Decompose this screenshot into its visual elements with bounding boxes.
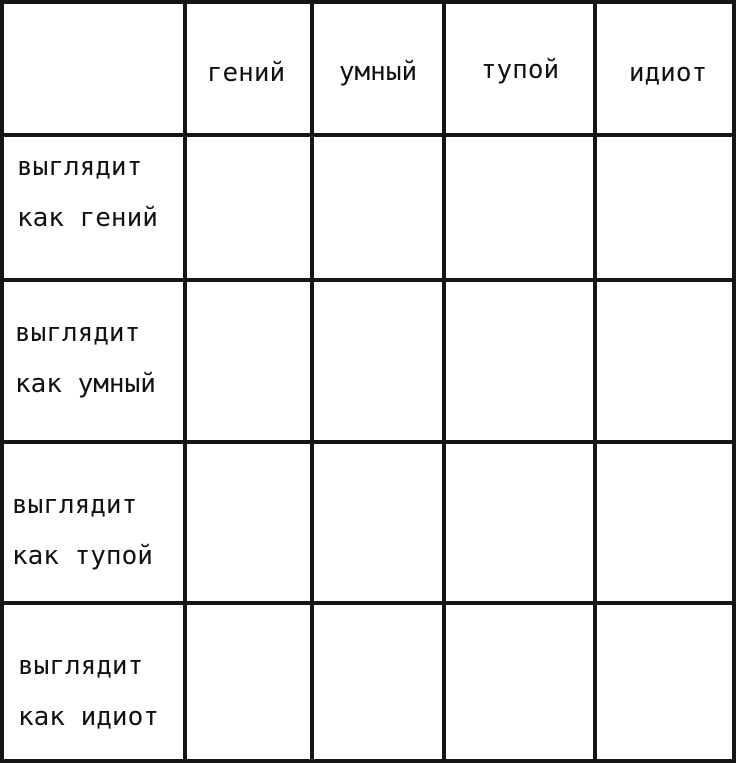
grid-line-v2 xyxy=(310,0,314,763)
grid-line-v5 xyxy=(732,0,736,763)
column-header-genius: гений xyxy=(206,58,286,88)
row-header-smart-line2: как умный xyxy=(15,369,156,399)
grid-line-h3 xyxy=(0,440,736,444)
column-header-smart: умный xyxy=(338,57,418,87)
row-header-idiot-line1: выглядит xyxy=(18,651,144,681)
grid-line-h0 xyxy=(0,0,736,4)
row-header-dumb-line1: выглядит xyxy=(12,490,138,520)
row-header-genius-line2: как гений xyxy=(17,203,158,233)
row-header-idiot-line2: как идиот xyxy=(18,702,159,732)
column-header-idiot: идиот xyxy=(628,58,708,88)
column-header-dumb: тупой xyxy=(480,55,560,85)
row-header-genius-line1: выглядит xyxy=(17,152,143,182)
grid-line-h5 xyxy=(0,759,736,763)
grid-line-h4 xyxy=(0,601,736,605)
grid-line-v4 xyxy=(593,0,597,763)
grid-line-v1 xyxy=(183,0,187,763)
grid-line-v0 xyxy=(0,0,4,763)
row-header-dumb-line2: как тупой xyxy=(12,541,153,571)
grid-line-h2 xyxy=(0,278,736,282)
grid-line-h1 xyxy=(0,133,736,137)
grid-line-v3 xyxy=(442,0,446,763)
row-header-smart-line1: выглядит xyxy=(15,318,141,348)
